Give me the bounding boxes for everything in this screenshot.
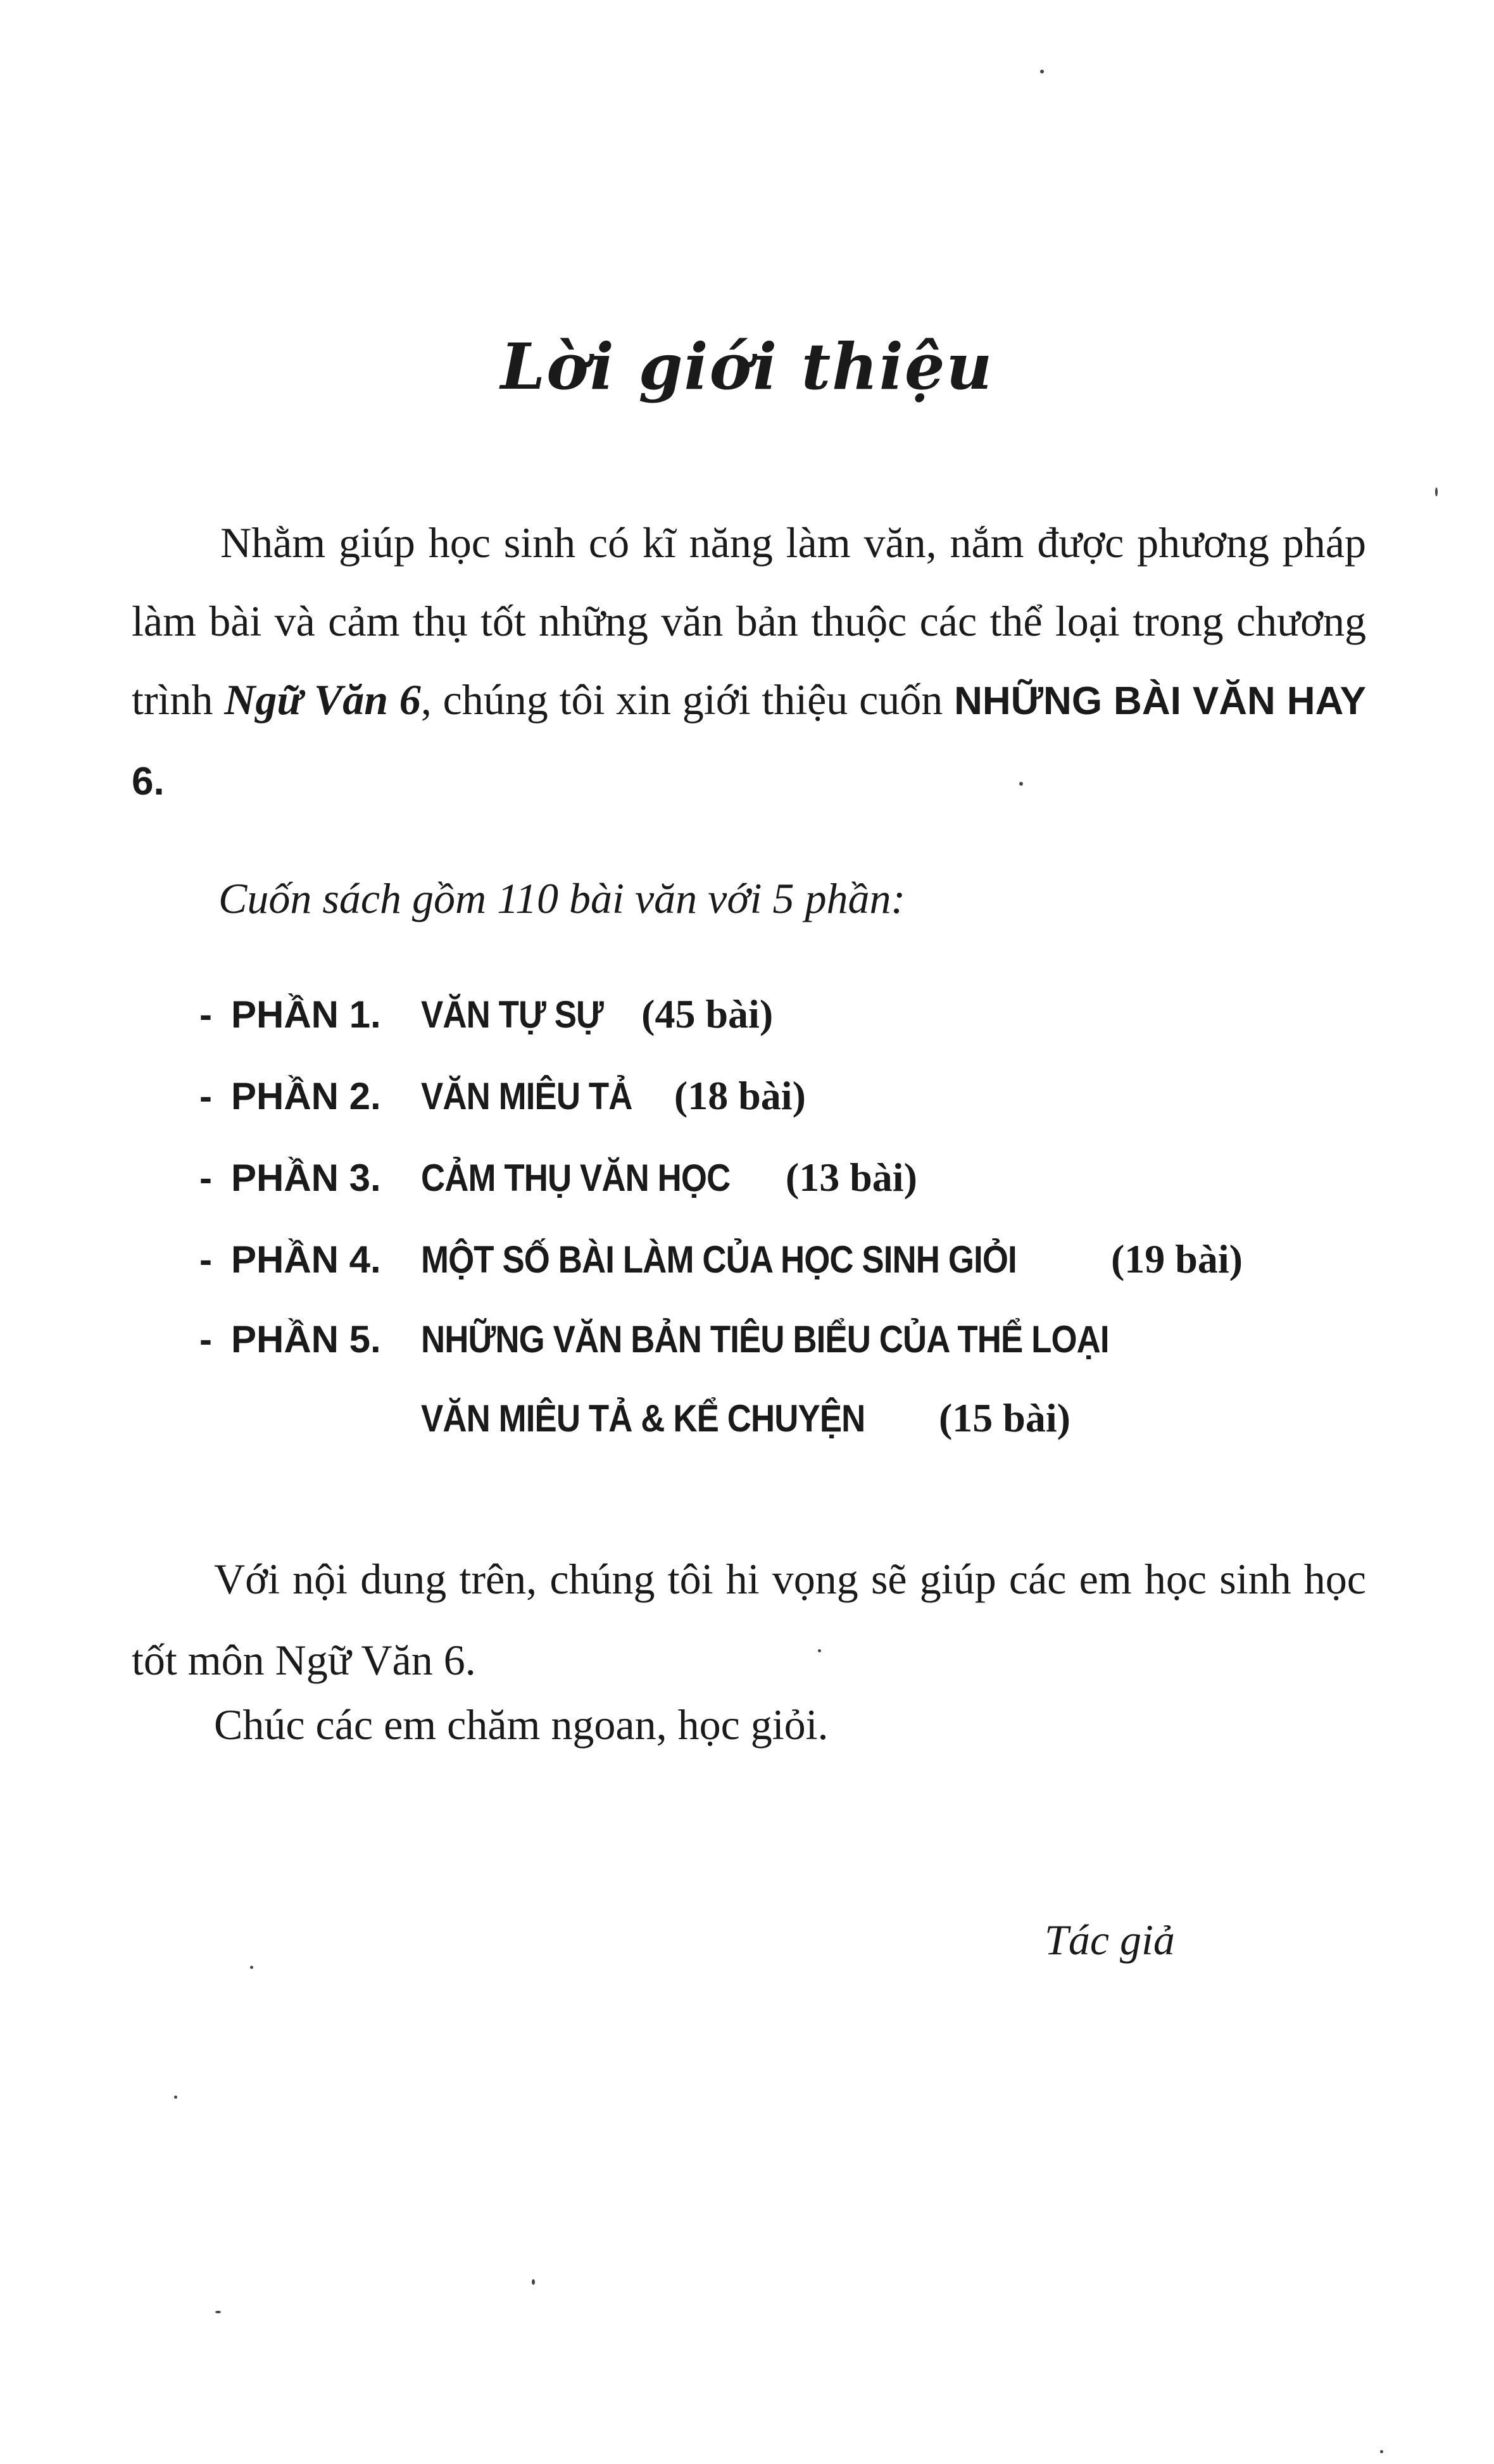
part-item: - PHẦN 1. VĂN TỰ SỰ (45 bài)	[199, 991, 774, 1036]
part-count: (15 bài)	[938, 1395, 1070, 1440]
signature: Tác giả	[1045, 1916, 1175, 1964]
part-label: PHẦN 5.	[231, 1318, 381, 1361]
parts-list	[199, 991, 1243, 1482]
part-count: (45 bài)	[641, 991, 774, 1036]
part-count: (19 bài)	[1110, 1236, 1243, 1281]
scan-speck	[818, 1649, 821, 1652]
part-item: - PHẦN 4. MỘT SỐ BÀI LÀM CỦA HỌC SINH GIỎI (19 bài)	[199, 1236, 1243, 1281]
book-title: NHỮNG BÀI VĂN HAY 6.	[132, 679, 1366, 803]
page-title: Lời giới thiệu	[500, 329, 994, 404]
scan-speck	[215, 2311, 221, 2313]
scan-speck	[1019, 782, 1023, 786]
scan-speck	[174, 2096, 177, 2099]
part-name: NHỮNG VĂN BẢN TIÊU BIỂU CỦA THỂ LOẠI	[421, 1318, 1109, 1361]
part-label: PHẦN 1.	[231, 993, 381, 1036]
series-name: Ngữ Văn 6	[224, 676, 421, 724]
part-item: - PHẦN 2. VĂN MIÊU TẢ (18 bài)	[199, 1073, 806, 1118]
part-item: - PHẦN 5. NHỮNG VĂN BẢN TIÊU BIỂU CỦA THỂ LOẠI VĂN MIÊU TẢ & KỂ CHUYỆN (15 bài)	[199, 1318, 1109, 1440]
part-count: (13 bài)	[785, 1155, 917, 1200]
summary-line: Cuốn sách gồm 110 bài văn với 5 phần:	[218, 874, 906, 922]
intro-text-middle: , chúng tôi xin giới thiệu cuốn	[420, 676, 955, 724]
part-item: - PHẦN 3. CẢM THỤ VĂN HỌC (13 bài)	[199, 1155, 917, 1200]
scan-speck	[1040, 70, 1044, 73]
part-name: VĂN MIÊU TẢ	[421, 1075, 632, 1117]
scan-speck	[532, 2279, 535, 2285]
part-name: CẢM THỤ VĂN HỌC	[421, 1157, 731, 1199]
part-name: VĂN TỰ SỰ	[421, 993, 603, 1036]
closing-paragraph: Với nội dung trên, chúng tôi hi vọng sẽ giúp các em học sinh học tốt môn Ngữ Văn 6.	[132, 1555, 1366, 1684]
part-label: PHẦN 2.	[231, 1075, 381, 1117]
closing-wish: Chúc các em chăm ngoan, học giỏi.	[214, 1700, 829, 1749]
intro-paragraph	[132, 503, 1366, 821]
scan-speck	[250, 1966, 253, 1969]
part-count: (18 bài)	[674, 1073, 806, 1118]
part-name-cont: VĂN MIÊU TẢ & KỂ CHUYỆN	[421, 1397, 865, 1440]
part-label: PHẦN 3.	[231, 1157, 381, 1199]
scan-speck	[1435, 487, 1438, 496]
part-label: PHẦN 4.	[231, 1238, 381, 1281]
part-name: MỘT SỐ BÀI LÀM CỦA HỌC SINH GIỎI	[421, 1238, 1017, 1281]
scan-speck	[1380, 2450, 1383, 2453]
intro-text-before: Nhằm giúp học sinh có kĩ năng làm văn, nắm được phương pháp làm bài và cảm thụ tốt những văn bản thuộc các thể loại trong chương trình	[132, 519, 1366, 724]
